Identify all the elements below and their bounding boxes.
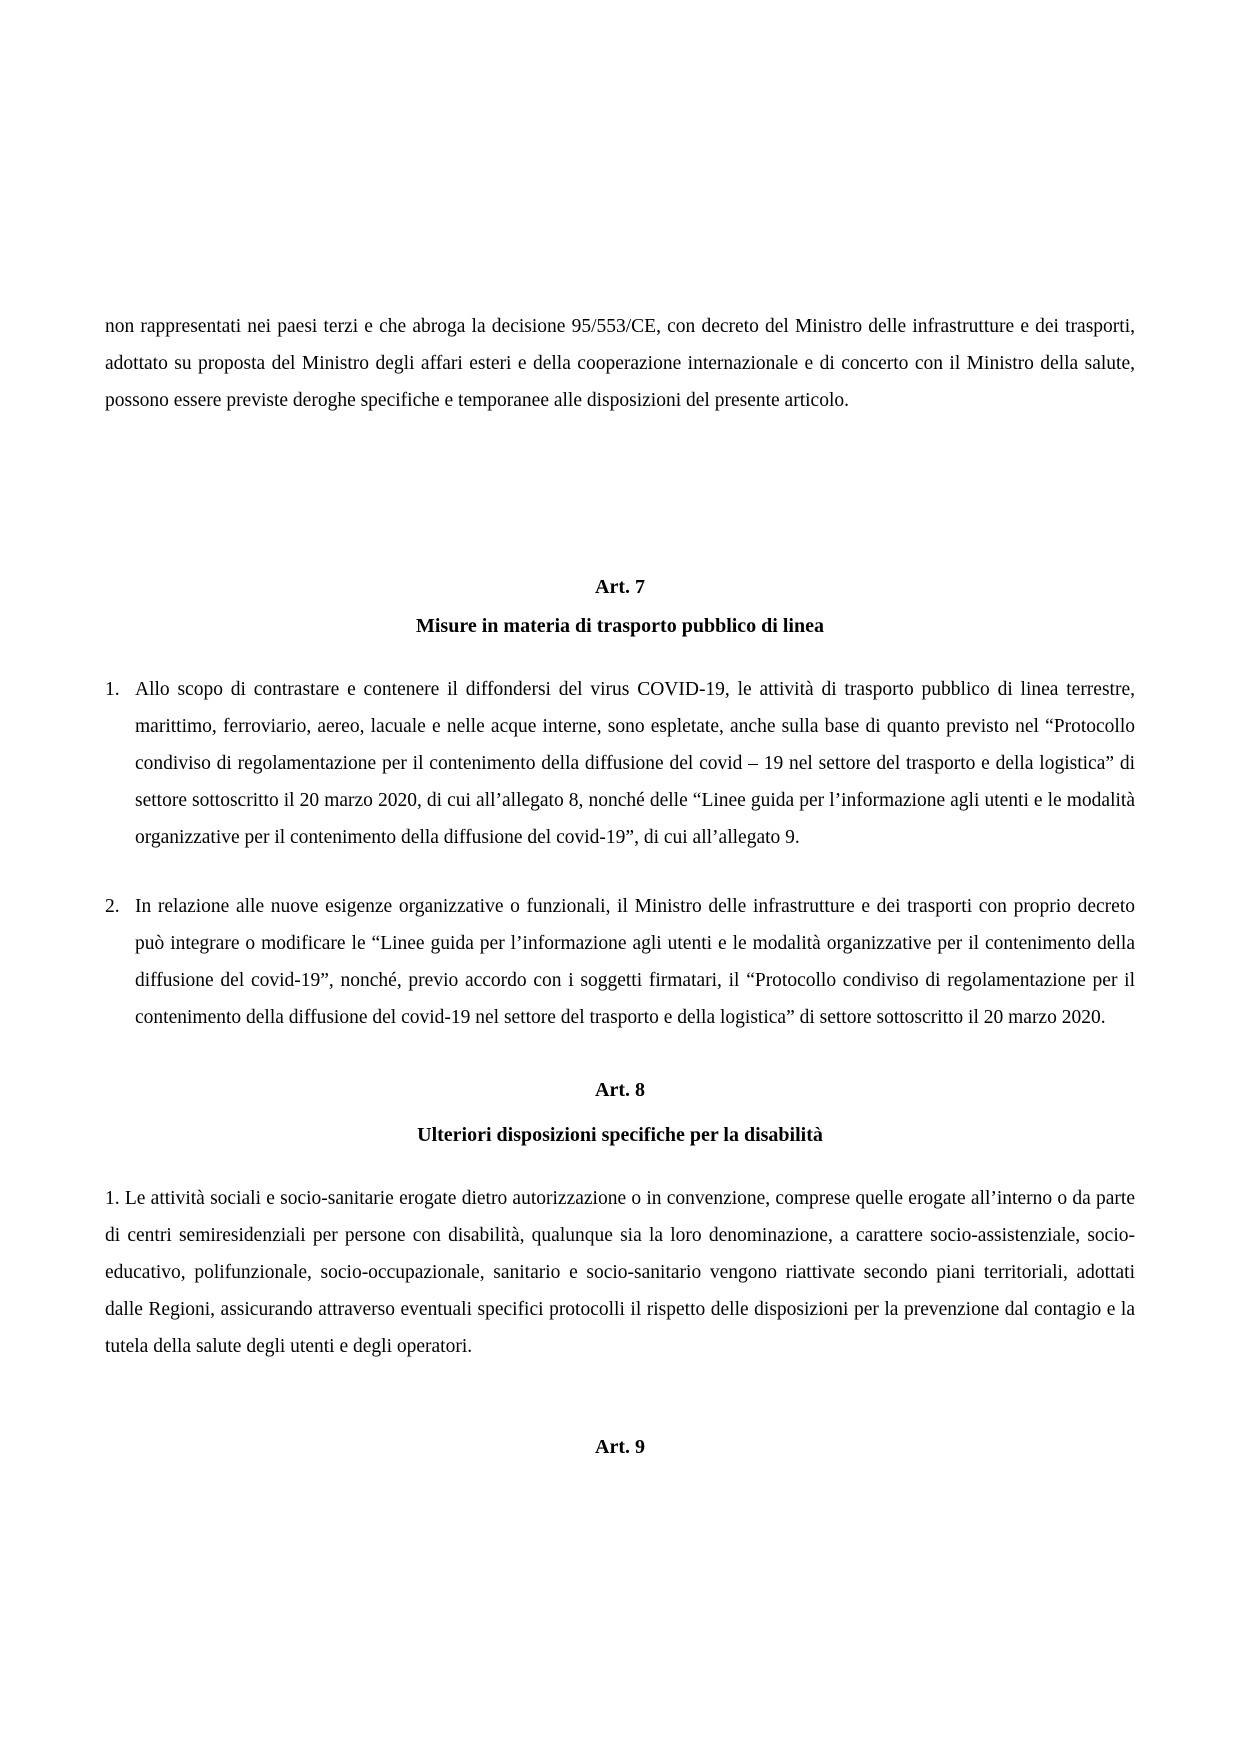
article-7-heading: Art. 7 xyxy=(595,576,645,598)
article-8-paragraph: 1. Le attività sociali e socio-sanitarie erogate dietro autorizzazione o in convenzione, comprese quelle erogate all’interno o da parte di centri semiresidenziali per persone con disabilità, qualunque sia la loro denominazione, a carattere socio-assistenziale, socio-educativo, polifunzionale, socio-occupazionale, sanitario e socio-sanitario vengono riattivate secondo piani territoriali, adottati dalle Regioni, assicurando attraverso eventuali specifici protocolli il rispetto delle disposizioni per la prevenzione dal contagio e la tutela della salute degli utenti e degli operatori. xyxy=(105,1188,1135,1357)
article-7-subtitle: Misure in materia di trasporto pubblico di linea xyxy=(416,615,824,637)
article-8-heading: Art. 8 xyxy=(595,1079,645,1101)
list-item-text: In relazione alle nuove esigenze organizzative o funzionali, il Ministro delle infrastrutture e dei trasporti con proprio decreto può integrare o modificare le “Linee guida per l’informazione agli utenti e le modalità organizzative per il contenimento della diffusione del covid-19”, nonché, previo accordo con i soggetti firmatari, il “Protocollo condiviso di regolamentazione per il contenimento della diffusione del covid-19 nel settore del trasporto e della logistica” di settore sottoscritto il 20 marzo 2020. xyxy=(135,896,1135,1028)
article-8-subtitle: Ulteriori disposizioni specifiche per la disabilità xyxy=(417,1124,823,1146)
article-7-numbered-list xyxy=(105,671,1135,1036)
list-item xyxy=(105,671,1135,856)
list-item-number: 2. xyxy=(105,896,120,917)
intro-paragraph: non rappresentati nei paesi terzi e che abroga la decisione 95/553/CE, con decreto del Ministro delle infrastrutture e dei trasporti, adottato su proposta del Ministro degli affari esteri e della cooperazione internazionale e di concerto con il Ministro della salute, possono essere previste deroghe specifiche e temporanee alle disposizioni del presente articolo. xyxy=(105,316,1135,411)
article-9-heading: Art. 9 xyxy=(595,1436,645,1458)
list-item-text: Allo scopo di contrastare e contenere il diffondersi del virus COVID-19, le attività di trasporto pubblico di linea terrestre, marittimo, ferroviario, aereo, lacuale e nelle acque interne, sono espletate, anche sulla base di quanto previsto nel “Protocollo condiviso di regolamentazione per il contenimento della diffusione del covid – 19 nel settore del trasporto e della logistica” di settore sottoscritto il 20 marzo 2020, di cui all’allegato 8, nonché delle “Linee guida per l’informazione agli utenti e le modalità organizzative per il contenimento della diffusione del covid-19”, di cui all’allegato 9. xyxy=(135,679,1135,848)
list-item xyxy=(105,888,1135,1036)
list-item-number: 1. xyxy=(105,679,120,700)
